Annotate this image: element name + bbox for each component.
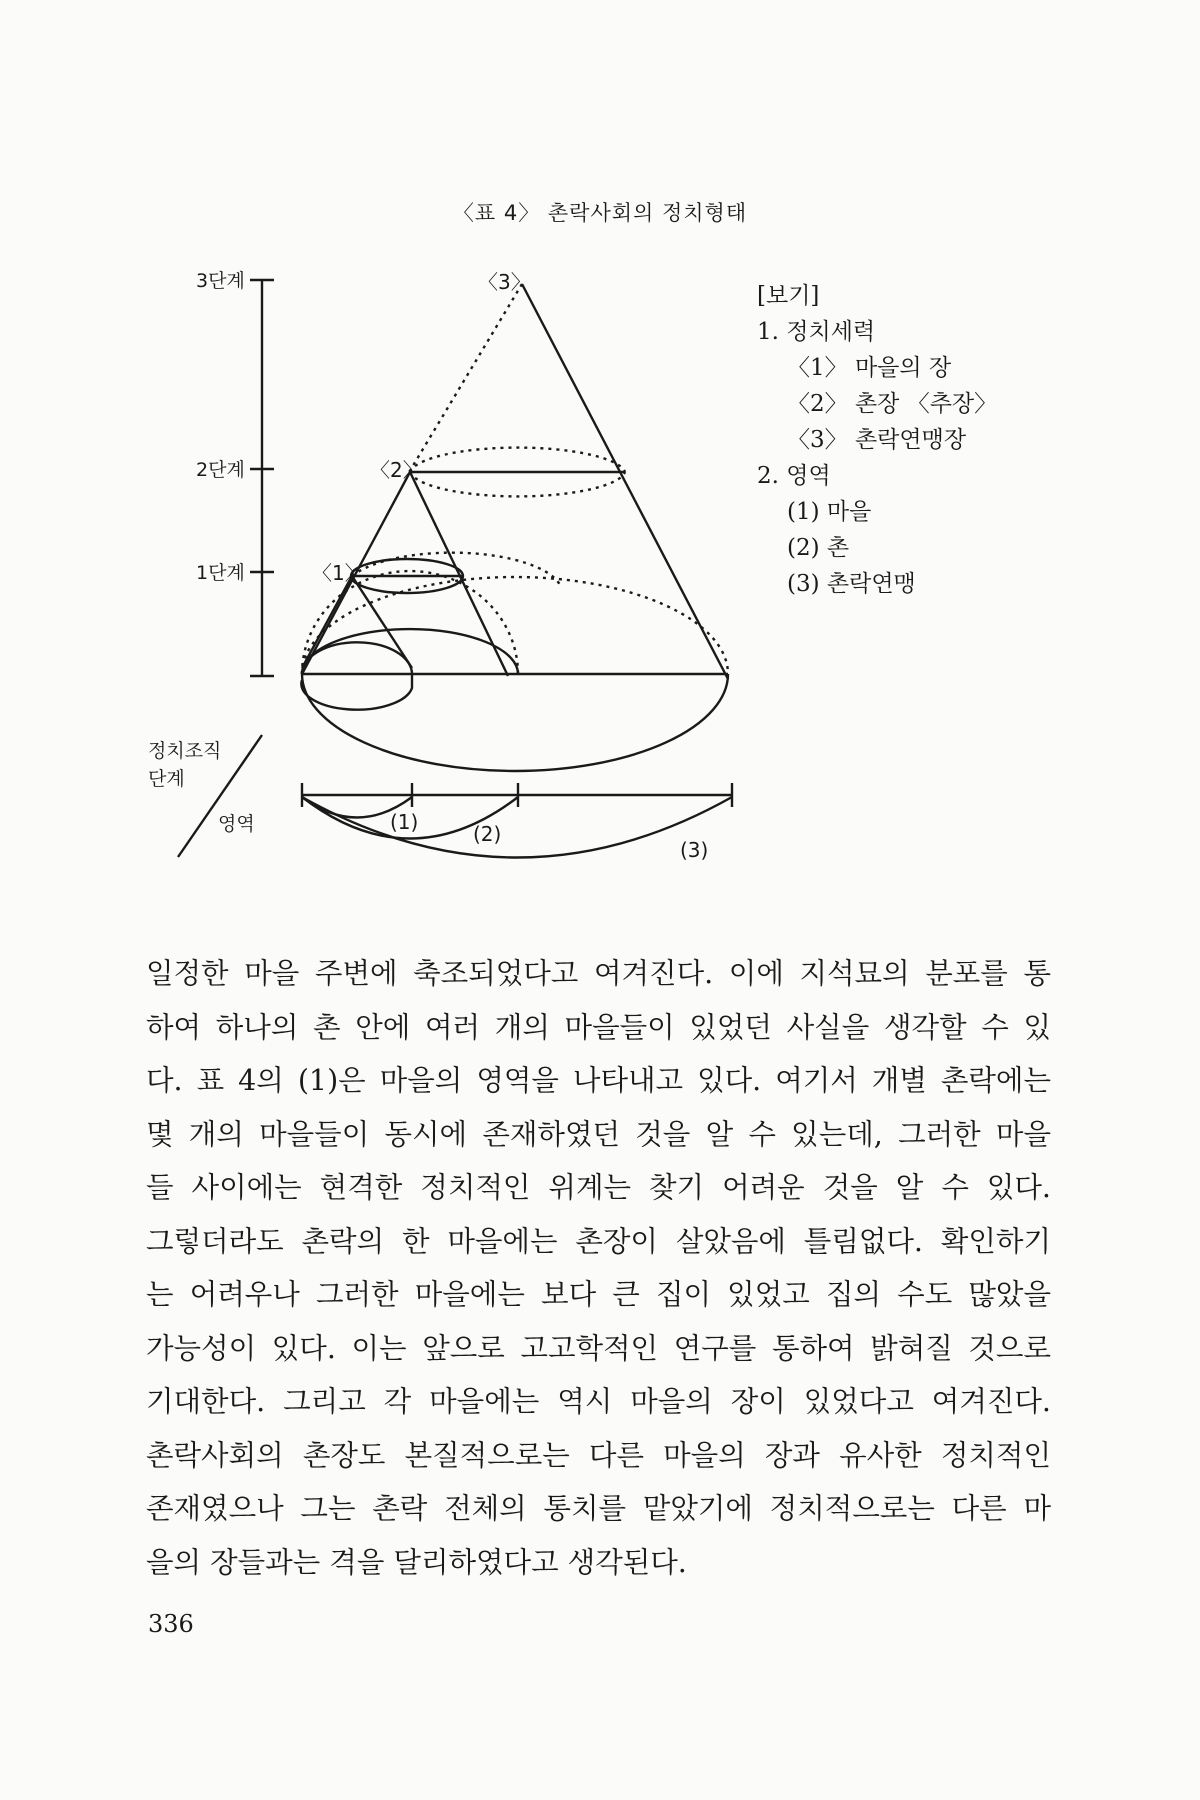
legend-item: (3) 촌락연맹 [787, 571, 916, 597]
cone-1-base-ring [301, 642, 412, 709]
legend-item: 〈3〉 촌락연맹장 [787, 427, 967, 453]
legend-item: 1. 정치세력 [757, 319, 876, 345]
cone-3-right [522, 284, 728, 679]
legend-item: 〈2〉 촌장 〈추장〉 [787, 391, 998, 417]
stage-label-2: 2단계 [196, 459, 245, 481]
page-number: 336 [148, 1610, 194, 1638]
cone-3-left-dotted [408, 284, 522, 474]
section-2-ring-front [410, 472, 625, 496]
body-line: 을의 장들과는 격을 달리하였다고 생각된다. [146, 1545, 687, 1579]
area-label-1: (1) [390, 810, 419, 834]
apex-label-1: 〈1〉 [312, 561, 365, 585]
area-label-3: (3) [680, 838, 709, 862]
stage-label-1: 1단계 [196, 562, 245, 584]
body-line: 촌락사회의 촌장도 본질적으로는 다른 마을의 장과 유사한 정치적인 [146, 1438, 1051, 1472]
legend-item: (1) 마을 [787, 499, 872, 525]
figure-caption: 〈표 4〉 촌락사회의 정치형태 [452, 201, 748, 225]
cone-1-left [302, 576, 352, 668]
stage-label-3: 3단계 [196, 270, 245, 292]
figure-legend [757, 278, 997, 602]
body-line: 몇 개의 마을들이 동시에 존재하였던 것을 알 수 있는데, 그러한 마을 [146, 1117, 1051, 1151]
body-line: 존재였으나 그는 촌락 전체의 통치를 맡았기에 정치적으로는 다른 마 [146, 1492, 1051, 1525]
axis-corner-bottom: 영역 [218, 813, 255, 835]
apex-label-3: 〈3〉 [478, 270, 531, 294]
legend-item: 2. 영역 [757, 463, 831, 489]
section-2-ring-back [410, 448, 625, 472]
body-line: 일정한 마을 주변에 축조되었다고 여겨진다. 이에 지석묘의 분포를 통 [146, 957, 1051, 990]
body-line: 하여 하나의 촌 안에 여러 개의 마을들이 있었던 사실을 생각할 수 있 [146, 1010, 1051, 1044]
area-label-2: (2) [473, 822, 502, 846]
body-paragraph [146, 947, 1051, 1589]
body-line: 다. 표 4의 (1)은 마을의 영역을 나타내고 있다. 여기서 개별 촌락에는 [146, 1064, 1051, 1097]
cone-1-right [352, 576, 412, 668]
legend-title: [보기] [757, 283, 820, 309]
body-line: 그렇더라도 촌락의 한 마을에는 촌장이 살았음에 틀림없다. 확인하기 [146, 1224, 1051, 1258]
legend-item: (2) 촌 [787, 535, 850, 561]
body-line: 기대한다. 그리고 각 마을에는 역시 마을의 장이 있었다고 여겨진다. [146, 1385, 1051, 1418]
apex-label-2: 〈2〉 [370, 458, 423, 482]
axis-corner-top-line1: 정치조직 [148, 740, 222, 762]
cone-3-base-front [302, 674, 728, 771]
cone-2-base-back [302, 571, 518, 674]
cone-3-base-back [302, 577, 728, 674]
body-line: 는 어려우나 그러한 마을에는 보다 큰 집이 있었고 집의 수도 많았을 [146, 1278, 1051, 1311]
body-line: 가능성이 있다. 이는 앞으로 고고학적인 연구를 통하여 밝혀질 것으로 [146, 1331, 1051, 1365]
legend-item: 〈1〉 마을의 장 [787, 355, 952, 381]
body-line: 들 사이에는 현격한 정치적인 위계는 찾기 어려운 것을 알 수 있다. [146, 1171, 1051, 1204]
axis-corner-top-line2: 단계 [148, 768, 185, 790]
